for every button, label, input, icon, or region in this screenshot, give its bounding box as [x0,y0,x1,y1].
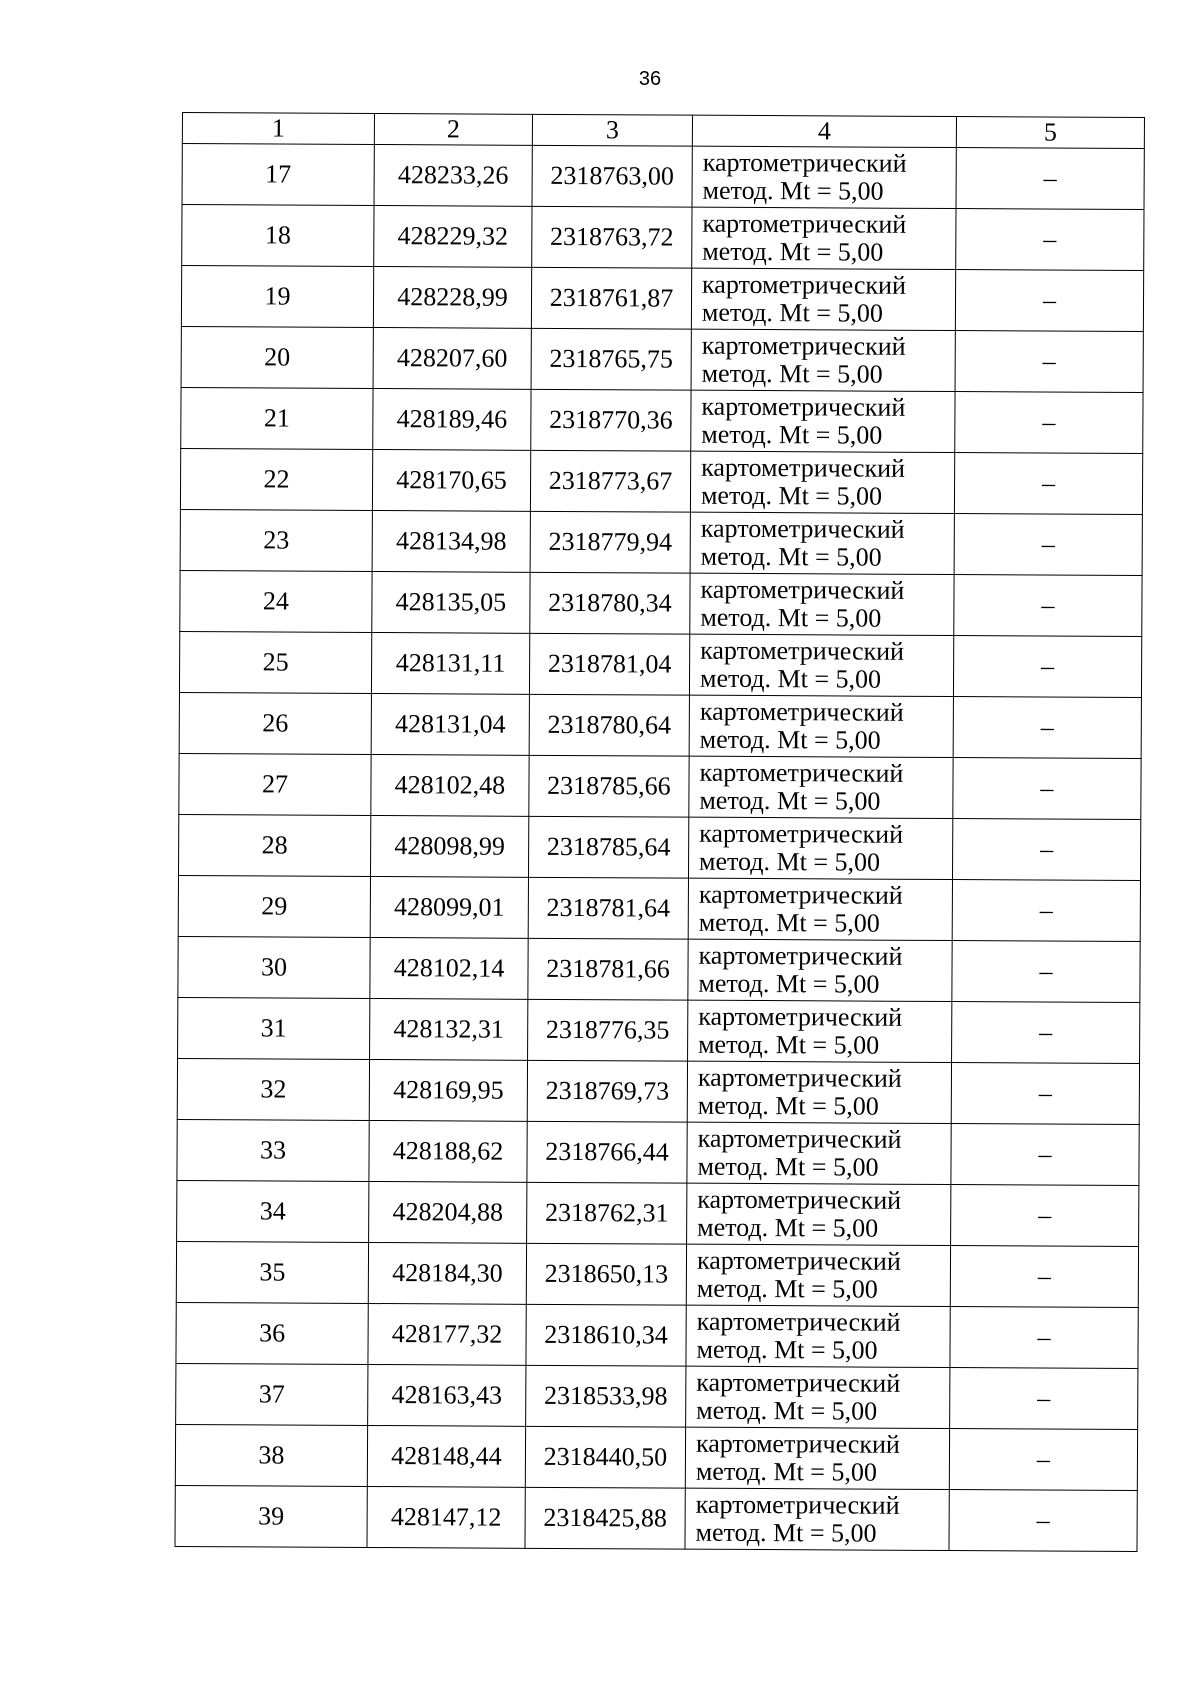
note-cell: – [950,1246,1138,1308]
table-row [178,875,1140,941]
point-number-cell: 35 [176,1241,368,1303]
method-line-2: метод. Mt = 5,00 [700,602,882,633]
table-row [179,631,1141,697]
point-number-cell: 21 [181,387,373,449]
table-row [182,205,1144,271]
note-cell: – [952,1002,1140,1064]
coordinate-x-cell: 428147,12 [367,1486,525,1548]
table-row [181,266,1143,332]
method-line-2: метод. Mt = 5,00 [696,1395,878,1426]
coordinate-y-cell: 2318780,34 [530,572,690,634]
method-line-2: метод. Mt = 5,00 [699,724,881,755]
note-cell: – [956,209,1144,271]
method-line-2: метод. Mt = 5,00 [697,1212,879,1243]
point-number-cell: 30 [178,936,370,998]
method-line-2: метод. Mt = 5,00 [700,541,882,572]
column-header: 1 [182,113,374,145]
method-line-1: картометрический [698,1001,903,1032]
table-row [176,1241,1138,1307]
coordinate-y-cell: 2318785,66 [529,755,689,817]
table-row [175,1424,1137,1490]
coordinate-x-cell: 428131,04 [371,693,529,755]
table-row [181,326,1143,392]
table-row [181,387,1143,453]
table-header-row [182,113,1144,149]
method-line-1: картометрический [699,818,904,849]
method-line-1: картометрический [695,1428,900,1459]
method-line-2: метод. Mt = 5,00 [698,968,880,999]
table-row [180,509,1142,575]
point-number-cell: 25 [179,631,371,693]
point-number-cell: 18 [182,205,374,267]
method-cell [685,1488,949,1550]
coordinate-y-cell: 2318761,87 [531,267,691,329]
method-cell [692,146,956,208]
coordinate-x-cell: 428204,88 [369,1181,527,1243]
point-number-cell: 31 [178,997,370,1059]
method-line-1: картометрический [701,452,906,483]
coordinate-x-cell: 428134,98 [372,511,530,573]
point-number-cell: 38 [175,1424,367,1486]
method-line-1: картометрический [702,269,906,300]
table-row [179,753,1141,819]
note-cell: – [952,819,1140,881]
method-cell [689,695,953,757]
method-line-2: метод. Mt = 5,00 [695,1517,877,1548]
method-cell [690,573,954,635]
coordinate-x-cell: 428102,14 [370,937,528,999]
coordinate-y-cell: 2318773,67 [530,450,690,512]
table-row [178,997,1140,1063]
coordinate-y-cell: 2318780,64 [529,694,689,756]
point-number-cell: 34 [177,1180,369,1242]
point-number-cell: 19 [181,266,373,328]
point-number-cell: 29 [178,875,370,937]
method-cell [691,268,955,330]
method-cell [687,1183,951,1245]
point-number-cell: 17 [182,144,374,206]
point-number-cell: 22 [180,448,372,510]
point-number-cell: 32 [177,1058,369,1120]
method-line-1: картометрический [700,635,905,666]
note-cell: – [953,758,1141,820]
coordinate-y-cell: 2318765,75 [531,328,691,390]
method-line-1: картометрический [696,1245,901,1276]
note-cell: – [954,514,1142,576]
coordinate-y-cell: 2318776,35 [528,999,688,1061]
coordinate-y-cell: 2318781,64 [528,877,688,939]
column-header: 2 [374,114,532,146]
note-cell: – [951,1063,1139,1125]
method-cell [688,1000,952,1062]
note-cell: – [955,331,1143,393]
method-line-1: картометрический [697,1184,902,1215]
point-number-cell: 24 [180,570,372,632]
coordinate-x-cell: 428099,01 [370,876,528,938]
coordinate-x-cell: 428233,26 [374,145,532,207]
coordinate-x-cell: 428169,95 [369,1059,527,1121]
coordinate-x-cell: 428098,99 [370,815,528,877]
table-row [175,1485,1137,1551]
column-header: 5 [956,117,1144,149]
method-line-2: метод. Mt = 5,00 [701,419,883,450]
coordinate-y-cell: 2318770,36 [531,389,691,451]
method-line-1: картометрический [696,1367,901,1398]
coordinate-y-cell: 2318610,34 [526,1304,686,1366]
point-number-cell: 37 [176,1363,368,1425]
method-line-1: картометрический [698,940,903,971]
coordinate-x-cell: 428229,32 [374,206,532,268]
coordinate-y-cell: 2318769,73 [527,1060,687,1122]
table-row [177,1180,1139,1246]
table-row [176,1363,1138,1429]
method-line-1: картометрический [697,1123,902,1154]
method-cell [686,1366,950,1428]
method-line-2: метод. Mt = 5,00 [697,1151,879,1182]
point-number-cell: 20 [181,326,373,388]
method-line-2: метод. Mt = 5,00 [701,297,884,328]
method-cell [686,1244,950,1306]
method-line-1: картометрический [700,574,905,605]
method-line-2: метод. Mt = 5,00 [702,175,884,206]
method-line-2: метод. Mt = 5,00 [702,236,884,267]
table-row [179,692,1141,758]
note-cell: – [955,270,1143,332]
method-cell [691,329,955,391]
note-cell: – [950,1368,1138,1430]
coordinate-y-cell: 2318763,00 [532,145,692,207]
method-line-2: метод. Mt = 5,00 [700,480,883,511]
note-cell: – [952,941,1140,1003]
coordinate-x-cell: 428177,32 [368,1303,526,1365]
note-cell: – [954,575,1142,637]
method-line-1: картометрический [701,330,906,361]
column-header: 3 [532,114,692,146]
coordinate-x-cell: 428184,30 [368,1242,526,1304]
table-row [177,1058,1139,1124]
coordinate-x-cell: 428188,62 [369,1120,527,1182]
coordinate-y-cell: 2318440,50 [525,1426,685,1488]
coordinate-x-cell: 428207,60 [373,328,531,390]
method-cell [692,207,956,269]
table-row [179,814,1141,880]
point-number-cell: 36 [176,1302,368,1364]
method-line-1: картометрический [698,879,903,910]
note-cell: – [952,880,1140,942]
table-body [175,144,1144,1552]
coordinate-x-cell: 428132,31 [370,998,528,1060]
coordinate-x-cell: 428135,05 [372,572,530,634]
method-line-2: метод. Mt = 5,00 [698,1029,880,1060]
coordinate-y-cell: 2318779,94 [530,511,690,573]
method-cell [689,634,953,696]
method-line-1: картометрический [702,208,907,239]
method-cell [688,878,952,940]
table-row [178,936,1140,1002]
method-cell [688,939,952,1001]
point-number-cell: 39 [175,1485,367,1547]
method-cell [687,1061,951,1123]
coordinate-y-cell: 2318781,66 [528,938,688,1000]
coordinate-x-cell: 428170,65 [372,450,530,512]
method-line-1: картометрический [697,1062,902,1093]
method-line-1: картометрический [702,147,907,178]
coordinate-x-cell: 428148,44 [367,1425,525,1487]
method-cell [687,1122,951,1184]
method-line-1: картометрический [699,696,904,727]
method-line-2: метод. Mt = 5,00 [697,1090,879,1121]
point-number-cell: 23 [180,509,372,571]
method-cell [690,451,954,513]
coordinate-x-cell: 428228,99 [373,267,531,329]
note-cell: – [955,392,1143,454]
coordinate-y-cell: 2318650,13 [526,1243,686,1305]
method-line-1: картометрический [696,1306,901,1337]
method-cell [690,512,954,574]
table-row [180,448,1142,514]
table-row [182,144,1144,210]
method-line-1: картометрический [701,391,906,422]
point-number-cell: 26 [179,692,371,754]
coordinate-x-cell: 428131,11 [371,633,529,695]
point-number-cell: 27 [179,753,371,815]
method-line-2: метод. Mt = 5,00 [699,785,881,816]
method-line-2: метод. Mt = 5,00 [699,663,882,694]
method-cell [691,390,955,452]
coordinate-y-cell: 2318785,64 [528,816,688,878]
method-cell [689,756,953,818]
method-cell [685,1427,949,1489]
note-cell: – [953,697,1141,759]
coordinate-y-cell: 2318762,31 [527,1182,687,1244]
note-cell: – [951,1124,1139,1186]
page-number: 36 [638,68,662,90]
coordinate-y-cell: 2318425,88 [525,1487,685,1549]
method-line-1: картометрический [700,513,905,544]
note-cell: – [956,148,1144,210]
table-row [180,570,1142,636]
coordinate-x-cell: 428102,48 [371,754,529,816]
coordinate-x-cell: 428189,46 [373,389,531,451]
coordinate-x-cell: 428163,43 [368,1364,526,1426]
coordinates-table-wrapper [174,112,1144,1552]
method-line-1: картометрический [699,757,904,788]
table-row [177,1119,1139,1185]
note-cell: – [950,1307,1138,1369]
point-number-cell: 33 [177,1119,369,1181]
coordinates-table [174,112,1145,1552]
method-line-2: метод. Mt = 5,00 [696,1273,878,1304]
method-line-2: метод. Mt = 5,00 [698,907,880,938]
table-row [176,1302,1138,1368]
method-line-2: метод. Mt = 5,00 [695,1456,877,1487]
method-line-1: картометрический [695,1489,900,1520]
note-cell: – [949,1490,1137,1552]
method-line-2: метод. Mt = 5,00 [696,1334,878,1365]
method-cell [688,817,952,879]
coordinate-y-cell: 2318766,44 [527,1121,687,1183]
note-cell: – [954,453,1142,515]
method-line-2: метод. Mt = 5,00 [699,846,881,877]
column-header: 4 [692,115,956,147]
note-cell: – [949,1429,1137,1491]
method-cell [686,1305,950,1367]
method-line-2: метод. Mt = 5,00 [701,358,883,389]
note-cell: – [951,1185,1139,1247]
note-cell: – [953,636,1141,698]
coordinate-y-cell: 2318781,04 [529,633,689,695]
point-number-cell: 28 [179,814,371,876]
coordinate-y-cell: 2318763,72 [532,206,692,268]
coordinate-y-cell: 2318533,98 [526,1365,686,1427]
